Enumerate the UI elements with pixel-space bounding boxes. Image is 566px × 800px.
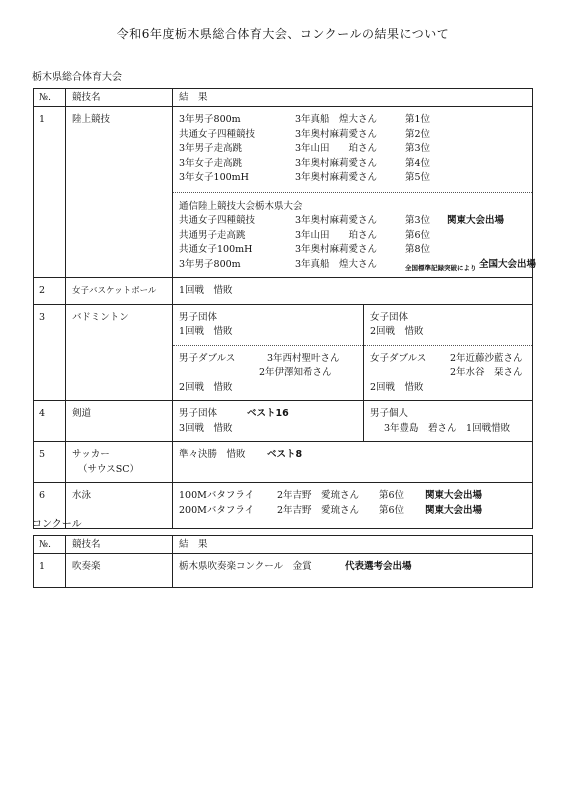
athlete-name: 3年真船 煌大さん [295, 114, 378, 125]
qualification-note: 全国大会出場 [479, 258, 537, 270]
table-row [34, 278, 533, 305]
header-no: №. [34, 536, 66, 554]
sports-results-table [33, 88, 537, 529]
rank: 第6位 [379, 490, 405, 501]
row-event: 女子バスケットボール [66, 278, 173, 305]
event-name: 3年女子100mH [179, 172, 249, 183]
table-row [34, 401, 533, 442]
row-event: サッカー [72, 449, 110, 460]
athlete-name: 2年水谷 栞さん [450, 367, 523, 378]
team-label: 男子団体 [179, 408, 218, 419]
doubles-result: 2回戦 惜敗 [179, 381, 233, 393]
row-no: 1 [34, 554, 66, 588]
row-no: 6 [34, 483, 66, 529]
row-no: 1 [34, 107, 66, 278]
rank: 第1位 [405, 114, 431, 125]
table-row [34, 107, 533, 278]
athlete-name: 2年伊澤知希さん [259, 367, 332, 378]
event-name: 200Mバタフライ [179, 504, 255, 516]
row-result: 1回戦 惜敗 [173, 278, 533, 305]
team-label: 女子団体 [370, 311, 409, 323]
block-title: 通信陸上競技大会栃木県大会 [179, 200, 303, 212]
page-title: 令和6年度栃木県総合体育大会、コンクールの結果について [116, 27, 450, 41]
qualification-note: 関東大会出場 [425, 490, 483, 501]
athlete-name: 3年奥村麻莉愛さん [295, 172, 378, 183]
team-result: 1回戦 惜敗 [179, 326, 233, 337]
header-event: 競技名 [66, 89, 173, 107]
event-name: 共通女子100mH [179, 244, 253, 255]
rank: 第5位 [405, 172, 431, 183]
row-event: バドミントン [66, 304, 173, 401]
result-block-tsushin [173, 192, 537, 278]
row-result: 準々決勝 惜敗 [179, 449, 246, 460]
rank: 第8位 [405, 244, 431, 255]
table-row [34, 483, 533, 529]
event-name: 共通女子四種競技 [179, 215, 256, 226]
doubles-label: 男子ダブルス [179, 352, 236, 364]
row-event-sub: （サウスSC） [78, 463, 139, 475]
row-event: 陸上競技 [66, 107, 173, 278]
athlete-name: 3年山田 珀さん [295, 143, 378, 154]
row-no: 3 [34, 304, 66, 401]
row-event: 剣道 [66, 401, 173, 442]
qualification-note: 関東大会出場 [425, 504, 483, 516]
rank: 第4位 [405, 157, 431, 169]
row-result: 栃木県吹奏楽コンクール 金賞 [179, 561, 312, 572]
rank: 第3位 [405, 215, 431, 226]
kendo-results [173, 401, 532, 441]
athlete-name: 3年奥村麻莉愛さん [295, 128, 378, 140]
contest-results-table [33, 535, 533, 588]
event-name: 3年男子走高跳 [179, 143, 243, 154]
qualification-note: 代表選考会出場 [345, 561, 412, 572]
team-result: 3回戦 惜敗 [179, 422, 233, 434]
section-title-contest: コンクール [32, 519, 82, 530]
table-row [34, 304, 533, 401]
table-header-row [34, 89, 533, 107]
section-title-sports: 栃木県総合体育大会 [32, 72, 122, 83]
athlete-name: 3年奥村麻莉愛さん [295, 157, 378, 169]
athlete-name: 3年真船 煌大さん [295, 258, 378, 270]
row-no: 5 [34, 442, 66, 483]
athlete-name: 3年奥村麻莉愛さん [295, 215, 378, 226]
best-rank: ベスト16 [247, 408, 289, 419]
athlete-name: 2年吉野 愛琉さん [277, 490, 360, 501]
best-rank: ベスト8 [267, 449, 303, 460]
table-row [34, 442, 533, 483]
athlete-name: 3年西村聖叶さん [267, 352, 340, 364]
qualification-note: 関東大会出場 [447, 215, 505, 226]
event-name: 共通女子四種競技 [179, 128, 256, 140]
table-row [34, 554, 533, 588]
rank: 第2位 [405, 128, 431, 140]
record-note: 全国標準記録突破により [405, 263, 477, 272]
rank: 第6位 [405, 229, 431, 241]
rank: 第3位 [405, 143, 431, 154]
team-result: 2回戦 惜敗 [370, 326, 424, 337]
header-event: 競技名 [66, 536, 173, 554]
event-name: 共通男子走高跳 [179, 229, 246, 241]
table-header-row [34, 536, 533, 554]
event-name: 3年男子800m [179, 114, 241, 125]
result-block-prefectural [173, 107, 532, 192]
athlete-name: 2年吉野 愛琉さん [277, 504, 360, 516]
athlete-name: 2年近藤沙藍さん [450, 352, 523, 364]
athlete-name: 3年奥村麻莉愛さん [295, 244, 378, 255]
row-event: 吹奏楽 [66, 554, 173, 588]
event-name: 100Mバタフライ [179, 490, 255, 501]
row-no: 2 [34, 278, 66, 305]
doubles-label: 女子ダブルス [370, 352, 427, 364]
individual-label: 男子個人 [370, 408, 409, 419]
team-label: 男子団体 [179, 311, 218, 323]
event-name: 3年男子800m [179, 258, 241, 270]
individual-result: 3年豊島 碧さん 1回戦惜敗 [384, 422, 511, 434]
event-name: 3年女子走高跳 [179, 157, 243, 169]
header-no: №. [34, 89, 66, 107]
header-result: 結 果 [173, 89, 533, 107]
row-no: 4 [34, 401, 66, 442]
rank: 第6位 [379, 504, 405, 516]
header-result: 結 果 [173, 536, 533, 554]
badminton-results [173, 305, 532, 401]
doubles-result: 2回戦 惜敗 [370, 381, 424, 393]
row-event: 水泳 [66, 483, 173, 529]
athlete-name: 3年山田 珀さん [295, 229, 378, 241]
